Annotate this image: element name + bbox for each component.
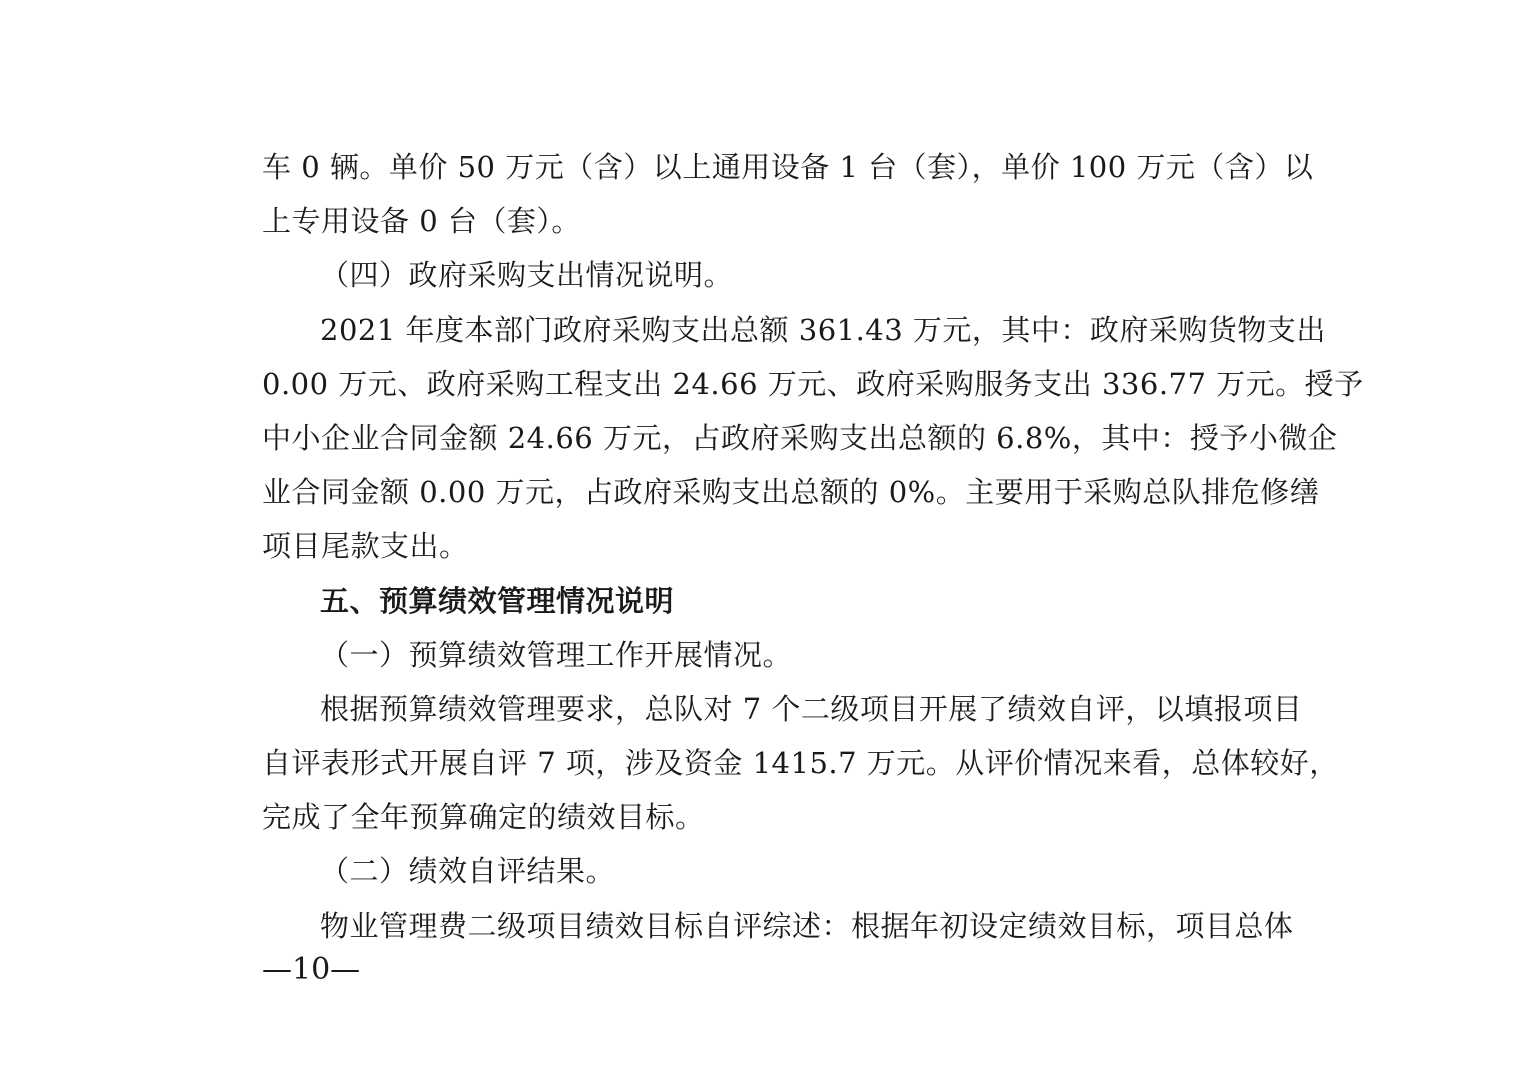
paragraph-line: 中小企业合同金额 24.66 万元，占政府采购支出总额的 6.8%，其中：授予小微企 — [262, 420, 1338, 455]
page-number: —10— — [262, 952, 361, 987]
paragraph-line: 自评表形式开展自评 7 项，涉及资金 1415.7 万元。从评价情况来看，总体较好， — [262, 746, 1339, 781]
paragraph-line: 物业管理费二级项目绩效目标自评综述：根据年初设定绩效目标，项目总体 — [320, 908, 1294, 943]
section-subheading: （一）预算绩效管理工作开展情况。 — [320, 637, 793, 672]
paragraph-line: 车 0 辆。单价 50 万元（含）以上通用设备 1 台（套），单价 100 万元（含）以 — [262, 150, 1314, 184]
paragraph-line: 上专用设备 0 台（套）。 — [262, 204, 581, 239]
section-subheading: （二）绩效自评结果。 — [320, 854, 616, 889]
paragraph-line: 0.00 万元、政府采购工程支出 24.66 万元、政府采购服务支出 336.77 万元。授予 — [262, 366, 1364, 401]
paragraph-line: 业合同金额 0.00 万元，占政府采购支出总额的 0%。主要用于采购总队排危修缮 — [262, 475, 1320, 510]
paragraph-line: 2021 年度本部门政府采购支出总额 361.43 万元，其中：政府采购货物支出 — [320, 312, 1326, 347]
paragraph-line: 根据预算绩效管理要求，总队对 7 个二级项目开展了绩效自评，以填报项目 — [320, 691, 1303, 726]
section-heading: 五、预算绩效管理情况说明 — [320, 583, 675, 618]
paragraph-line: 完成了全年预算确定的绩效目标。 — [262, 800, 705, 835]
paragraph-line: 项目尾款支出。 — [262, 529, 469, 564]
body-text — [262, 140, 1364, 953]
section-subheading: （四）政府采购支出情况说明。 — [320, 258, 734, 293]
